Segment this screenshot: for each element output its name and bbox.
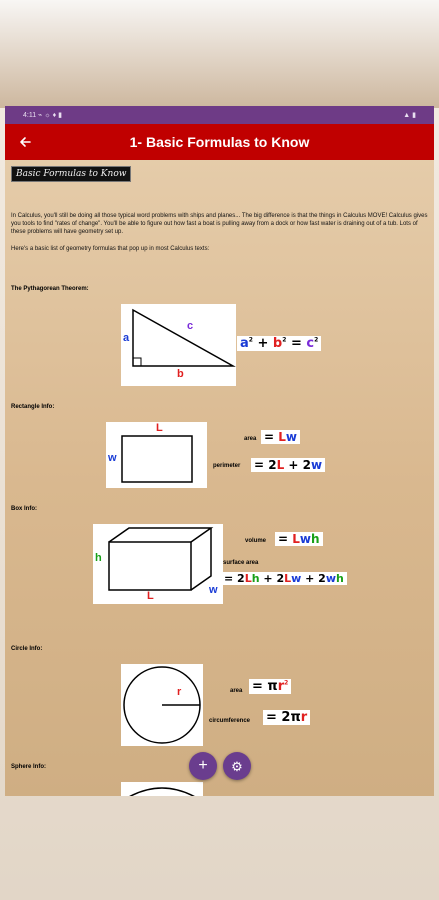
box-sa-eq: = 2: [224, 572, 245, 585]
box-side-h: h: [95, 552, 102, 564]
box-sa-h1: h: [251, 572, 260, 585]
circle-circ-r: r: [300, 710, 308, 725]
plus-sign: +: [252, 336, 273, 351]
circle-circ-eq: = 2π: [266, 710, 301, 725]
status-bar: [5, 106, 434, 124]
article-content: [5, 160, 434, 252]
circle-figure: [121, 664, 203, 746]
sphere-label: Sphere Info:: [11, 764, 47, 770]
rect-area-l: L: [278, 430, 286, 444]
box-volume-formula: [275, 532, 323, 546]
circle-radius-label: r: [177, 686, 182, 698]
sup-3: 2: [314, 336, 319, 344]
rect-per-plus: + 2: [284, 458, 312, 472]
box-side-l: L: [147, 590, 154, 602]
side-b-label: b: [177, 368, 184, 380]
rect-area-w: w: [285, 430, 297, 444]
box-vol-eq: =: [278, 532, 293, 546]
box-vol-h: h: [310, 532, 320, 546]
rect-area-formula: [261, 430, 300, 444]
status-left: 4:11 ⌁ ☼ ♦ ▮: [23, 112, 62, 119]
equals-sign: =: [286, 336, 307, 351]
intro-paragraph: In Calculus, you'll still be doing all those typical word problems with ships and planes... The big difference is that the things in Calculus MOVE! Calculus gives you tools to find "rates of change". You'll be able to figure out how fast a boat is pulling away from a dock or how fast water is draining out of a tub. Lots of these problems will have geometry set up.: [11, 213, 428, 235]
sphere-figure: [121, 782, 203, 796]
add-button[interactable]: [189, 752, 217, 780]
side-a-label: a: [123, 332, 130, 344]
circle-area-r: r: [277, 679, 285, 694]
box-volume-label: volume: [245, 538, 267, 544]
back-button[interactable]: [5, 124, 45, 160]
box-sa-w2: w: [325, 572, 336, 585]
app-screen: [5, 106, 434, 796]
page-title: 1- Basic Formulas to Know: [129, 134, 310, 150]
rect-perimeter-formula: [251, 458, 325, 472]
circle-area-sup: 2: [284, 679, 289, 687]
box-vol-l: L: [292, 532, 300, 546]
rect-perimeter-label: perimeter: [213, 463, 241, 469]
settings-button[interactable]: [223, 752, 251, 780]
circle-area-eq: = π: [252, 679, 278, 694]
rectangle-figure: [106, 422, 207, 488]
background-top: [0, 0, 439, 108]
pythagorean-formula: [237, 336, 321, 351]
rectangle-label: Rectangle Info:: [11, 404, 55, 410]
box-sa-l2: L: [284, 572, 292, 585]
rect-per-eq: = 2: [254, 458, 277, 472]
box-sa-l1: L: [244, 572, 252, 585]
arrow-left-icon: [19, 136, 31, 148]
banner-heading: Basic Formulas to Know: [11, 166, 131, 182]
box-surface-formula: [221, 572, 347, 585]
formula-c: c: [306, 336, 315, 351]
formula-a: a: [240, 336, 249, 351]
formula-b: b: [272, 336, 283, 351]
circle-area-formula: [249, 679, 291, 694]
circle-diagram: [121, 664, 203, 746]
box-sa-w1: w: [291, 572, 302, 585]
circle-circ-label: circumference: [209, 718, 251, 724]
circle-circ-formula: [263, 710, 310, 725]
circle-area-label: area: [230, 688, 243, 694]
box-side-w: w: [209, 584, 218, 596]
triangle-figure: [121, 304, 236, 386]
box-sa-h2: h: [335, 572, 344, 585]
box-vol-w: w: [299, 532, 311, 546]
circle-label: Circle Info:: [11, 646, 43, 652]
side-c-label: c: [187, 320, 194, 332]
rect-area-eq: =: [264, 430, 279, 444]
box-label: Box Info:: [11, 506, 37, 512]
box-sa-p1: + 2: [259, 572, 285, 585]
box-surface-label: surface area: [223, 560, 259, 566]
plus-icon: +: [198, 757, 208, 774]
box-sa-p2: + 2: [301, 572, 326, 585]
sup-1: 2: [248, 336, 253, 344]
rect-per-l: L: [276, 458, 285, 472]
app-bar: [5, 124, 434, 160]
rect-side-l: L: [156, 422, 163, 434]
list-intro: Here's a basic list of geometry formulas that pop up in most Calculus texts:: [11, 246, 210, 252]
rect-area-label: area: [244, 436, 257, 442]
sphere-diagram: [121, 782, 203, 796]
box-diagram: [93, 524, 223, 604]
status-right: ▲ ▮: [403, 112, 416, 119]
gear-icon: ⚙: [231, 758, 243, 774]
box-figure: [93, 524, 223, 604]
rect-per-w: w: [311, 458, 323, 472]
sup-2: 2: [282, 336, 287, 344]
pythagorean-label: The Pythagorean Theorem:: [11, 286, 89, 292]
rect-side-w: w: [108, 452, 117, 464]
